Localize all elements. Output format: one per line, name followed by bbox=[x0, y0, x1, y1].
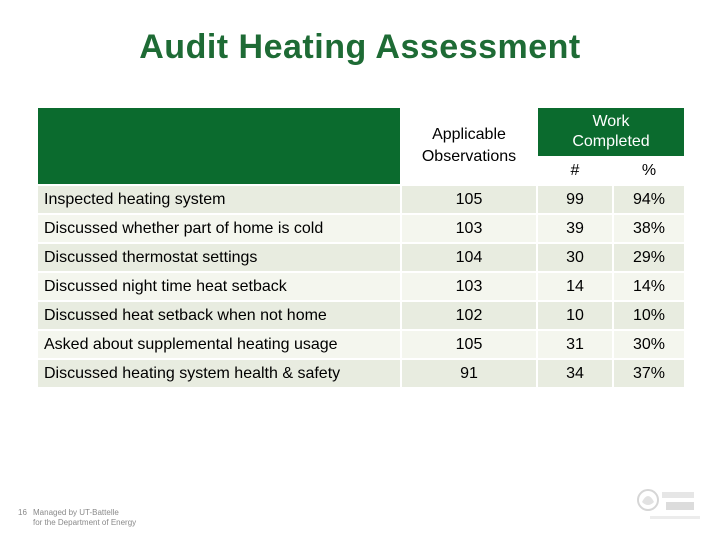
row-count: 39 bbox=[538, 215, 612, 242]
row-applicable: 91 bbox=[402, 360, 536, 387]
row-label: Discussed thermostat settings bbox=[38, 244, 400, 271]
row-label: Discussed whether part of home is cold bbox=[38, 215, 400, 242]
row-count: 34 bbox=[538, 360, 612, 387]
row-count: 10 bbox=[538, 302, 612, 329]
table-row bbox=[38, 186, 684, 213]
row-percent: 14% bbox=[614, 273, 684, 300]
row-count: 14 bbox=[538, 273, 612, 300]
row-label: Discussed heating system health & safety bbox=[38, 360, 400, 387]
header-applicable bbox=[402, 108, 536, 184]
table-header-row bbox=[38, 108, 684, 156]
row-applicable: 103 bbox=[402, 273, 536, 300]
managed-line-1: Managed by UT-Battelle bbox=[33, 508, 119, 517]
managed-by-text bbox=[33, 508, 136, 528]
page-title: Audit Heating Assessment bbox=[139, 28, 581, 66]
row-count: 31 bbox=[538, 331, 612, 358]
oak-ridge-logo-icon bbox=[632, 486, 706, 526]
row-percent: 10% bbox=[614, 302, 684, 329]
row-percent: 30% bbox=[614, 331, 684, 358]
header-work-completed-label: Work Completed bbox=[572, 113, 650, 150]
header-percent: % bbox=[614, 158, 684, 184]
table-row bbox=[38, 302, 684, 329]
row-percent: 37% bbox=[614, 360, 684, 387]
table-row bbox=[38, 215, 684, 242]
row-applicable: 102 bbox=[402, 302, 536, 329]
managed-line-2: for the Department of Energy bbox=[33, 518, 137, 527]
header-applicable-label: Applicable Observations bbox=[421, 126, 517, 165]
header-count: # bbox=[538, 158, 612, 184]
row-label: Asked about supplemental heating usage bbox=[38, 331, 400, 358]
row-count: 30 bbox=[538, 244, 612, 271]
table-row bbox=[38, 244, 684, 271]
row-applicable: 105 bbox=[402, 186, 536, 213]
row-label: Discussed night time heat setback bbox=[38, 273, 400, 300]
header-blank-cell bbox=[38, 108, 400, 184]
row-applicable: 104 bbox=[402, 244, 536, 271]
row-label: Discussed heat setback when not home bbox=[38, 302, 400, 329]
row-percent: 38% bbox=[614, 215, 684, 242]
row-count: 99 bbox=[538, 186, 612, 213]
table-row bbox=[38, 360, 684, 387]
table-row bbox=[38, 273, 684, 300]
header-work-completed bbox=[538, 108, 684, 156]
row-percent: 29% bbox=[614, 244, 684, 271]
row-percent: 94% bbox=[614, 186, 684, 213]
row-label: Inspected heating system bbox=[38, 186, 400, 213]
row-applicable: 103 bbox=[402, 215, 536, 242]
page-number: 16 bbox=[18, 508, 27, 517]
row-applicable: 105 bbox=[402, 331, 536, 358]
audit-table bbox=[36, 106, 686, 389]
table-body bbox=[38, 186, 684, 387]
table-row bbox=[38, 331, 684, 358]
